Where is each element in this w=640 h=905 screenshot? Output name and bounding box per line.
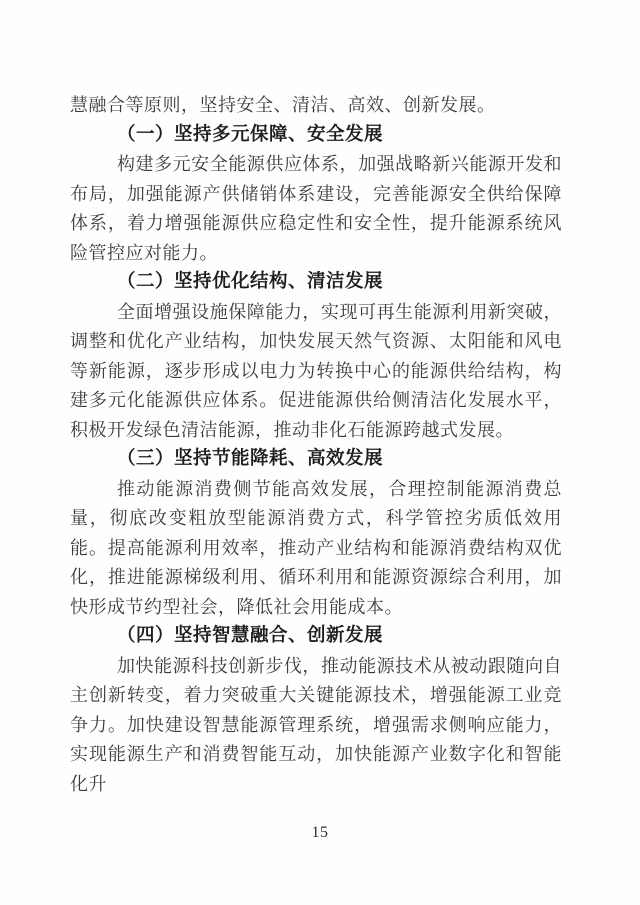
body-paragraph: 加快能源科技创新步伐，推动能源技术从被动跟随向自主创新转变，着力突破重大关键能源技术，增强能源工业竞争力。加快建设智慧能源管理系统，增强需求侧响应能力，实现能源生产和消费智能互动，加快能源产业数字化和智能化升 [70,655,562,794]
section-heading: （三）坚持节能降耗、高效发展 [117,449,384,469]
body-paragraph: 全面增强设施保障能力，实现可再生能源利用新突破，调整和优化产业结构，加快发展天然气资源、太阳能和风电等新能源，逐步形成以电力为转换中心的能源供给结构，构建多元化能源供应体系。促进能源供给侧清洁化发展水平，积极开发绿色清洁能源，推动非化石能源跨越式发展。 [70,301,562,440]
body-paragraph: 慧融合等原则，坚持安全、清洁、高效、创新发展。 [70,95,496,115]
body-paragraph: 构建多元安全能源供应体系，加强战略新兴能源开发和布局，加强能源产供储销体系建设，完善能源安全供给保障体系，着力增强能源供应稳定性和安全性，提升能源系统风险管控应对能力。 [70,154,562,263]
section-heading: （四）坚持智慧融合、创新发展 [117,626,384,646]
page-number: 15 [311,824,329,841]
section-heading: （一）坚持多元保障、安全发展 [117,124,384,145]
document-body [70,91,562,799]
section-heading: （二）坚持优化结构、清洁发展 [117,272,384,292]
body-paragraph: 推动能源消费侧节能高效发展，合理控制能源消费总量，彻底改变粗放型能源消费方式，科学管控劣质低效用能。提高能源利用效率，推动产业结构和能源消费结构双优化，推进能源梯级利用、循环利用和能源资源综合利用，加快形成节约型社会，降低社会用能成本。 [70,478,562,617]
